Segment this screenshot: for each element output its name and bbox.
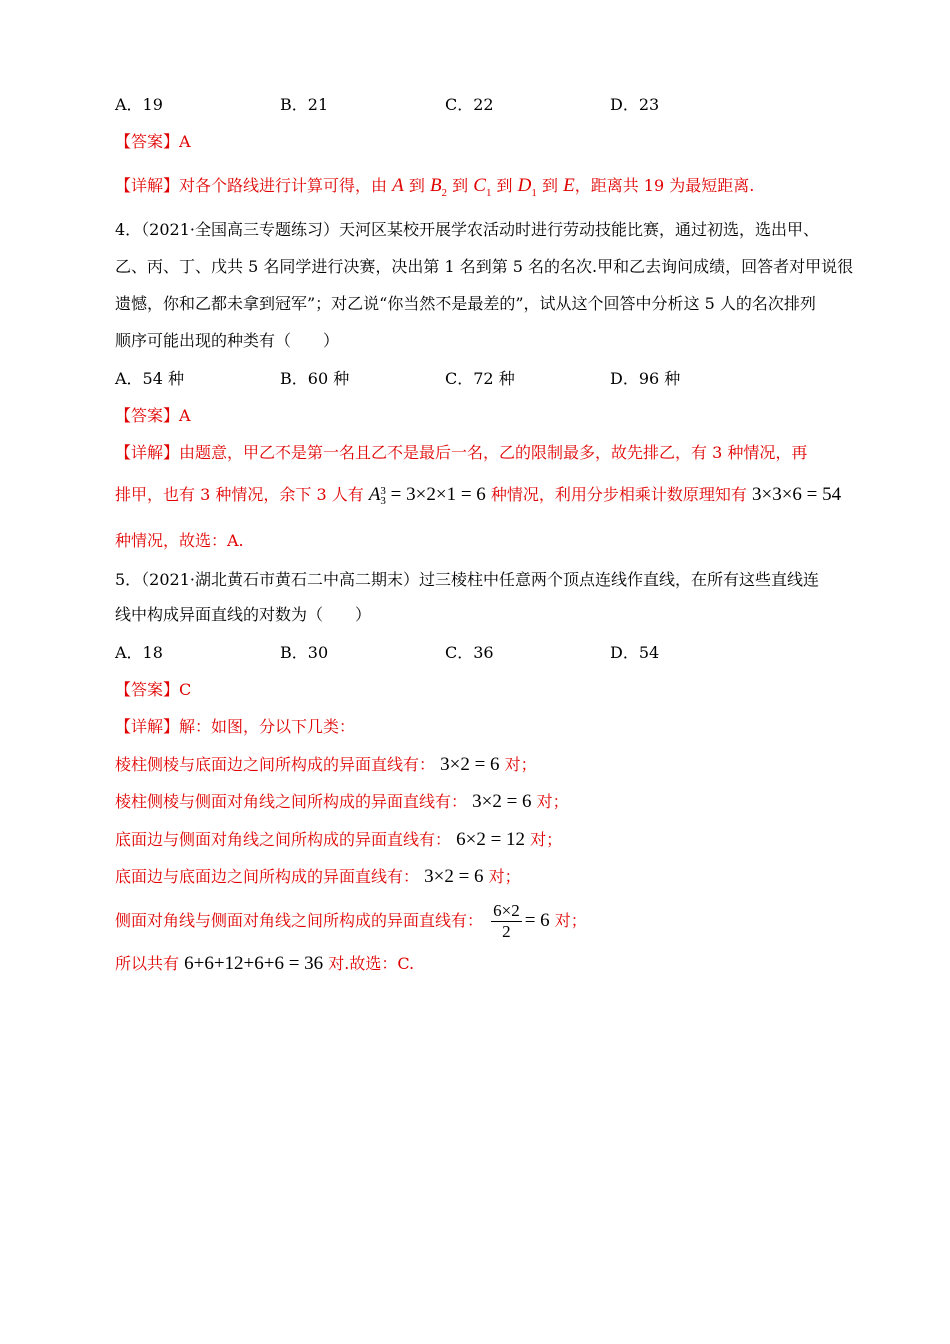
word-to: 到 (408, 176, 425, 195)
q4-stem-line3: 遗憾，你和乙都未拿到冠军”；对乙说“你当然不是最差的”，试从这个回答中分析这 5 人的名次排列 (115, 294, 816, 313)
detail-text: 排甲，也有 3 种情况，余下 3 人有 (115, 485, 364, 504)
detail-text: 种情况，利用分步相乘计数原理知有 (490, 485, 747, 504)
math-C: C (473, 175, 486, 196)
word-to: 到 (541, 176, 558, 195)
answer-value: A (179, 132, 191, 151)
detail-text: 由题意，甲乙不是第一名且乙不是最后一名，乙的限制最多，故先排乙，有 3 种情况，再 (179, 443, 808, 462)
q5-option-a: A．18 (115, 643, 163, 662)
q4-option-a: A．54 种 (115, 369, 185, 388)
math-A-sub: 3 (380, 494, 386, 507)
q3-option-a: A．19 (115, 95, 163, 114)
q5-case-3 (115, 829, 562, 851)
q4-stem-line2: 乙、丙、丁、戊共 5 名同学进行决赛，决出第 1 名到第 5 名的名次.甲和乙去询问成绩，回答者对甲说很 (115, 257, 854, 276)
q5-case-1 (115, 754, 537, 776)
case-unit: 对； (488, 867, 521, 886)
q5-option-d: D．54 (610, 643, 660, 662)
answer-label: 【答案】 (115, 132, 180, 151)
math-expression: 3×3×6 = 54 (752, 484, 842, 505)
case-text: 棱柱侧棱与侧面对角线之间所构成的异面直线有： (115, 792, 468, 811)
answer-label: 【答案】 (115, 406, 180, 425)
q4-option-d: D．96 种 (610, 369, 681, 388)
q3-option-c: C．22 (445, 95, 494, 114)
word-to: 到 (496, 176, 513, 195)
math-fraction (491, 901, 522, 942)
math-B-sub: 2 (441, 186, 448, 199)
q4-detail-line1 (115, 442, 807, 464)
final-text: 所以共有 (115, 954, 180, 973)
q5-final (115, 953, 414, 975)
fraction-numerator: 6×2 (493, 901, 520, 920)
case-text: 侧面对角线与侧面对角线之间所构成的异面直线有： (115, 911, 484, 930)
word-to: 到 (452, 176, 469, 195)
q3-detail (115, 175, 754, 204)
q4-stem-line1: 4．（2021·全国高三专题练习）天河区某校开展学农活动时进行劳动技能比赛，通过初选，选出甲、 (115, 220, 819, 239)
q4-detail-line3: 种情况，故选：A. (115, 531, 244, 550)
q3-answer (115, 131, 191, 153)
detail-label: 【详解】 (115, 443, 180, 462)
q5-option-b: B．30 (280, 643, 329, 662)
q5-stem-line2: 线中构成异面直线的对数为（ ） (115, 605, 372, 624)
q4-answer (115, 405, 191, 427)
case-unit: 对； (504, 755, 537, 774)
q5-case-2 (115, 791, 569, 813)
q5-case-4 (115, 866, 521, 888)
final-text-end: 对.故选：C. (328, 954, 415, 973)
q5-case-5 (115, 900, 587, 942)
detail-label: 【详解】 (115, 717, 180, 736)
case-unit: 对； (530, 830, 563, 849)
math-expression: 6×2 = 12 (456, 829, 526, 850)
answer-value: A (179, 406, 191, 425)
answer-label: 【答案】 (115, 680, 180, 699)
math-expression: 3×2 = 6 (472, 791, 532, 812)
q4-detail-line2 (115, 484, 841, 506)
detail-label: 【详解】 (115, 176, 180, 195)
case-unit: 对； (554, 911, 587, 930)
math-expression: = 6 (524, 910, 550, 931)
q3-option-d: D．23 (610, 95, 660, 114)
q3-option-b: B．21 (280, 95, 329, 114)
detail-text-end: ，距离共 19 为最短距离. (574, 176, 755, 195)
q4-option-c: C．72 种 (445, 369, 515, 388)
q5-answer (115, 679, 191, 701)
math-E: E (563, 175, 575, 196)
math-expression: = 3×2×1 = 6 (390, 484, 486, 505)
math-expression: 6+6+12+6+6 = 36 (184, 953, 324, 974)
case-text: 棱柱侧棱与底面边之间所构成的异面直线有： (115, 755, 436, 774)
q4-stem-line4: 顺序可能出现的种类有（ ） (115, 331, 340, 350)
case-unit: 对； (536, 792, 569, 811)
case-text: 底面边与底面边之间所构成的异面直线有： (115, 867, 420, 886)
math-B: B (429, 175, 442, 196)
q5-detail-intro (115, 716, 355, 738)
detail-text: 对各个路线进行计算可得，由 (179, 176, 388, 195)
q4-option-b: B．60 种 (280, 369, 350, 388)
answer-value: C (179, 680, 192, 699)
fraction-denominator: 2 (502, 922, 511, 941)
math-D-sub: 1 (531, 186, 537, 199)
case-text: 底面边与侧面对角线之间所构成的异面直线有： (115, 830, 452, 849)
math-expression: 3×2 = 6 (424, 866, 484, 887)
q5-option-c: C．36 (445, 643, 494, 662)
math-A-sup: 3 (380, 484, 386, 497)
math-A: A (368, 484, 381, 505)
detail-text: 解：如图，分以下几类： (179, 717, 356, 736)
math-D: D (517, 175, 532, 196)
math-C-sub: 1 (485, 186, 492, 199)
q5-stem-line1: 5．（2021·湖北黄石市黄石二中高二期末）过三棱柱中任意两个顶点连线作直线，在所有这些直线连 (115, 570, 819, 589)
math-A: A (392, 175, 404, 196)
math-expression: 3×2 = 6 (440, 754, 500, 775)
